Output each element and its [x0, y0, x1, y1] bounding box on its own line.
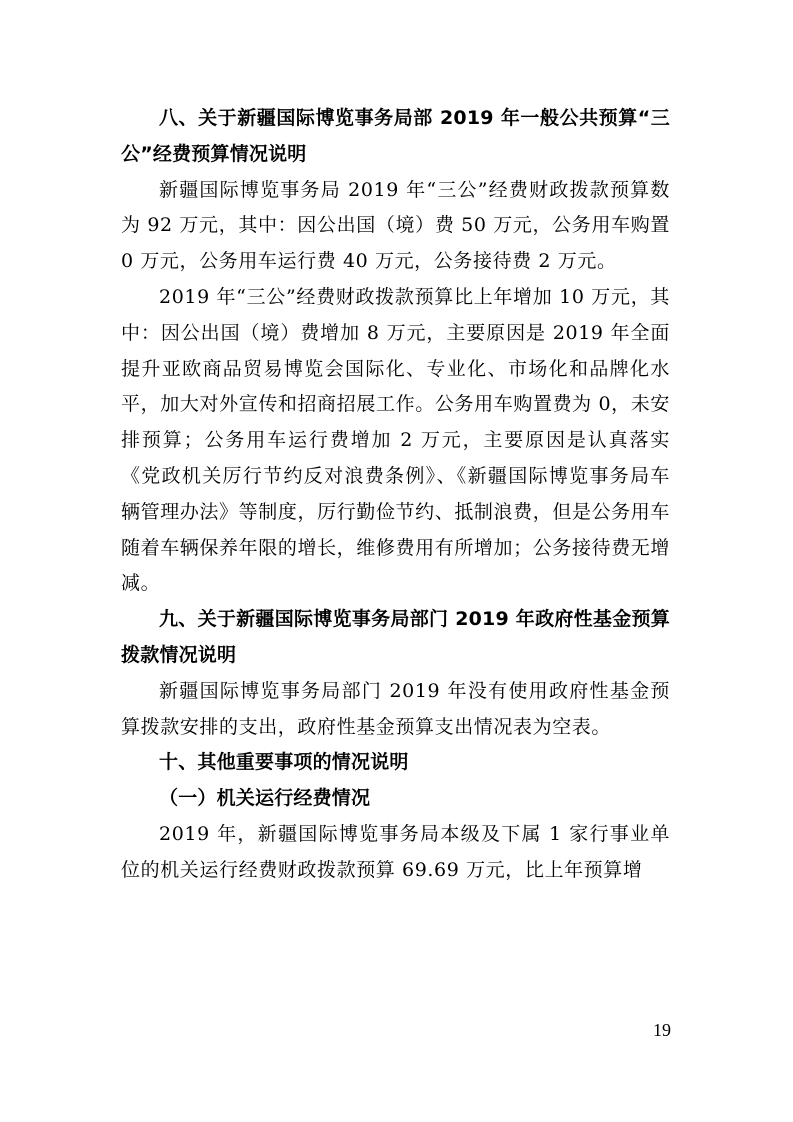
section-10-para-1: 2019 年，新疆国际博览事务局本级及下属 1 家行事业单位的机关运行经费财政拨款预算 69.69 万元，比上年预算增	[121, 822, 670, 881]
section-10-subheading-1: （一）机关运行经费情况	[159, 787, 371, 810]
section-8-para-2: 2019 年“三公”经费财政拨款预算比上年增加 10 万元，其中：因公出国（境）费增加 8 万元，主要原因是 2019 年全面提升亚欧商品贸易博览会国际化、专业化、市场化和品牌化水平，加大对外宣传和招商招展工作。公务用车购置费为 0，未安排预算；公务用车运行费增加 2 万元，主要原因是认真落实《党政机关厉行节约反对浪费条例》、《新疆国际博览事务局车辆管理办法》等制度，厉行勤俭节约、抵制浪费，但是公务用车随着车辆保养年限的增长，维修费用有所增加；公务接待费无增减。	[121, 285, 670, 595]
section-10-heading: 十、其他重要事项的情况说明	[159, 751, 409, 774]
section-9-heading: 九、关于新疆国际博览事务局部门 2019 年政府性基金预算拨款情况说明	[121, 608, 670, 666]
page-body	[121, 101, 670, 889]
section-9-para-1: 新疆国际博览事务局部门 2019 年没有使用政府性基金预算拨款安排的支出，政府性基金预算支出情况表为空表。	[121, 679, 670, 738]
section-8-heading: 八、关于新疆国际博览事务局部 2019 年一般公共预算“三公”经费预算情况说明	[121, 107, 670, 165]
page-number: 19	[653, 1020, 671, 1040]
section-8-para-1: 新疆国际博览事务局 2019 年“三公”经费财政拨款预算数为 92 万元，其中：因公出国（境）费 50 万元，公务用车购置 0 万元，公务用车运行费 40 万元，公务接待费 2 万元。	[121, 178, 670, 273]
